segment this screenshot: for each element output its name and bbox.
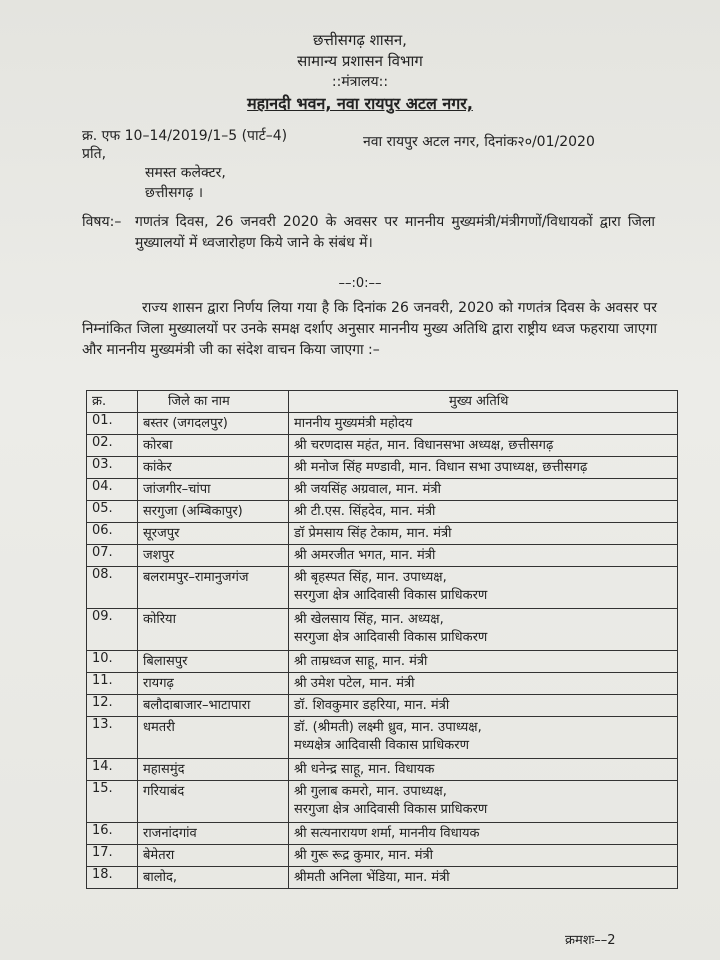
guest-line: श्री अमरजीत भगत, मान. मंत्री	[294, 548, 436, 563]
header-address: महानदी भवन, नवा रायपुर अटल नगर,	[247, 94, 473, 113]
table-row	[87, 717, 678, 759]
place-date: नवा रायपुर अटल नगर, दिनांक२०/01/2020	[363, 134, 595, 150]
district-cell: कांकेर	[138, 457, 289, 479]
serial-cell: 07.	[87, 545, 138, 567]
serial-cell: 02.	[87, 435, 138, 457]
guest-cell	[289, 609, 678, 651]
serial-cell: 03.	[87, 457, 138, 479]
district-cell: सरगुजा (अम्बिकापुर)	[138, 501, 289, 523]
header-department: सामान्य प्रशासन विभाग	[297, 52, 423, 70]
district-cell: रायगढ़	[138, 673, 289, 695]
guest-line-2: मध्यक्षेत्र आदिवासी विकास प्राधिकरण	[294, 738, 469, 753]
district-cell: महासमुंद	[138, 759, 289, 781]
guest-cell	[289, 845, 678, 867]
header-serial: क्र.	[87, 391, 138, 413]
district-cell: बिलासपुर	[138, 651, 289, 673]
district-cell: बलौदाबाजार–भाटापारा	[138, 695, 289, 717]
guest-cell	[289, 545, 678, 567]
guest-line: श्रीमती अनिला भेंडिया, मान. मंत्री	[294, 870, 450, 885]
guest-cell	[289, 651, 678, 673]
subject-text: गणतंत्र दिवस, 26 जनवरी 2020 के अवसर पर माननीय मुख्यमंत्री/मंत्रीगणों/विधायकों द्वारा जिला मुख्यालयों में ध्वजारोहण किये जाने के संबंध में।	[135, 214, 655, 251]
guest-cell	[289, 435, 678, 457]
guest-line: श्री टी.एस. सिंहदेव, मान. मंत्री	[294, 504, 436, 519]
guest-line: श्री खेलसाय सिंह, मान. अध्यक्ष,	[294, 612, 444, 627]
table-row	[87, 673, 678, 695]
serial-cell: 17.	[87, 845, 138, 867]
table-row	[87, 695, 678, 717]
separator: ––:0:––	[338, 276, 382, 291]
guest-line-2: सरगुजा क्षेत्र आदिवासी विकास प्राधिकरण	[294, 630, 488, 645]
guest-cell	[289, 717, 678, 759]
table-row	[87, 435, 678, 457]
guest-cell	[289, 501, 678, 523]
table-row	[87, 651, 678, 673]
serial-cell: 11.	[87, 673, 138, 695]
continued-note: क्रमशः––2	[565, 933, 616, 948]
guest-line: माननीय मुख्यमंत्री महोदय	[294, 416, 413, 431]
table-row	[87, 567, 678, 609]
serial-cell: 09.	[87, 609, 138, 651]
district-cell: धमतरी	[138, 717, 289, 759]
guest-line: डॉ. (श्रीमती) लक्ष्मी ध्रुव, मान. उपाध्यक्ष,	[294, 720, 482, 735]
subject-label: विषय:–	[82, 214, 122, 230]
recipient-line1: समस्त कलेक्टर,	[145, 165, 226, 181]
table-row	[87, 845, 678, 867]
table-row	[87, 413, 678, 435]
district-cell: बलरामपुर–रामानुजगंज	[138, 567, 289, 609]
guest-cell	[289, 867, 678, 889]
recipient-line2: छत्तीसगढ़ ।	[145, 185, 204, 201]
guest-line: डॉ. शिवकुमार डहरिया, मान. मंत्री	[294, 698, 450, 713]
guest-line: श्री गुलाब कमरो, मान. उपाध्यक्ष,	[294, 784, 447, 799]
table-row	[87, 823, 678, 845]
guest-line: श्री जयसिंह अग्रवाल, मान. मंत्री	[294, 482, 441, 497]
prati-label: प्रति,	[82, 146, 107, 162]
guest-line-2: सरगुजा क्षेत्र आदिवासी विकास प्राधिकरण	[294, 802, 488, 817]
table-row	[87, 457, 678, 479]
serial-cell: 01.	[87, 413, 138, 435]
guest-cell	[289, 479, 678, 501]
table-body	[87, 413, 678, 889]
guest-line: श्री चरणदास महंत, मान. विधानसभा अध्यक्ष, छत्तीसगढ़	[294, 438, 554, 453]
district-cell: जशपुर	[138, 545, 289, 567]
serial-cell: 10.	[87, 651, 138, 673]
guest-cell	[289, 523, 678, 545]
serial-cell: 18.	[87, 867, 138, 889]
guest-line: श्री धनेन्द्र साहू, मान. विधायक	[294, 762, 435, 777]
district-cell: बालोद,	[138, 867, 289, 889]
serial-cell: 13.	[87, 717, 138, 759]
serial-cell: 12.	[87, 695, 138, 717]
guest-cell	[289, 759, 678, 781]
header-guest: मुख्य अतिथि	[289, 391, 678, 413]
header-district: जिले का नाम	[138, 391, 289, 413]
district-cell: गरियाबंद	[138, 781, 289, 823]
guest-line: श्री उमेश पटेल, मान. मंत्री	[294, 676, 415, 691]
district-cell: बेमेतरा	[138, 845, 289, 867]
guest-cell	[289, 823, 678, 845]
district-cell: जांजगीर–चांपा	[138, 479, 289, 501]
district-cell: कोरिया	[138, 609, 289, 651]
district-cell: बस्तर (जगदलपुर)	[138, 413, 289, 435]
serial-cell: 06.	[87, 523, 138, 545]
guest-cell	[289, 457, 678, 479]
header-ministry: ::मंत्रालय::	[331, 74, 389, 90]
table-row	[87, 479, 678, 501]
table-row	[87, 545, 678, 567]
serial-cell: 08.	[87, 567, 138, 609]
district-guest-table	[86, 390, 678, 889]
district-cell: कोरबा	[138, 435, 289, 457]
guest-line: श्री गुरू रूद्र कुमार, मान. मंत्री	[294, 848, 434, 863]
serial-cell: 05.	[87, 501, 138, 523]
serial-cell: 14.	[87, 759, 138, 781]
table-row	[87, 781, 678, 823]
body-paragraph: राज्य शासन द्वारा निर्णय लिया गया है कि दिनांक 26 जनवरी, 2020 को गणतंत्र दिवस के अवसर पर निम्नांकित जिला मुख्यालयों पर उनके समक्ष दर्शाए अनुसार माननीय मुख्य अतिथि द्वारा राष्ट्रीय ध्वज फहराया जाएगा और माननीय मुख्यमंत्री जी का संदेश वाचन किया जाएगा :–	[82, 300, 657, 358]
reference-number: क्र. एफ 10–14/2019/1–5 (पार्ट–4)	[82, 128, 288, 144]
serial-cell: 16.	[87, 823, 138, 845]
guest-cell	[289, 567, 678, 609]
table-row	[87, 523, 678, 545]
serial-cell: 04.	[87, 479, 138, 501]
guest-line: श्री मनोज सिंह मण्डावी, मान. विधान सभा उपाध्यक्ष, छत्तीसगढ़	[294, 460, 588, 475]
table-row	[87, 759, 678, 781]
serial-cell: 15.	[87, 781, 138, 823]
guest-line: डॉ प्रेमसाय सिंह टेकाम, मान. मंत्री	[294, 526, 452, 541]
table-row	[87, 609, 678, 651]
guest-line-2: सरगुजा क्षेत्र आदिवासी विकास प्राधिकरण	[294, 588, 488, 603]
guest-line: श्री सत्यनारायण शर्मा, माननीय विधायक	[294, 826, 480, 841]
guest-cell	[289, 695, 678, 717]
guest-cell	[289, 781, 678, 823]
district-cell: सूरजपुर	[138, 523, 289, 545]
district-cell: राजनांदगांव	[138, 823, 289, 845]
guest-cell	[289, 673, 678, 695]
guest-line: श्री बृहस्पत सिंह, मान. उपाध्यक्ष,	[294, 570, 447, 585]
table-row	[87, 501, 678, 523]
header-government: छत्तीसगढ़ शासन,	[313, 31, 407, 49]
table-row	[87, 867, 678, 889]
guest-line: श्री ताम्रध्वज साहू, मान. मंत्री	[294, 654, 428, 669]
guest-cell	[289, 413, 678, 435]
